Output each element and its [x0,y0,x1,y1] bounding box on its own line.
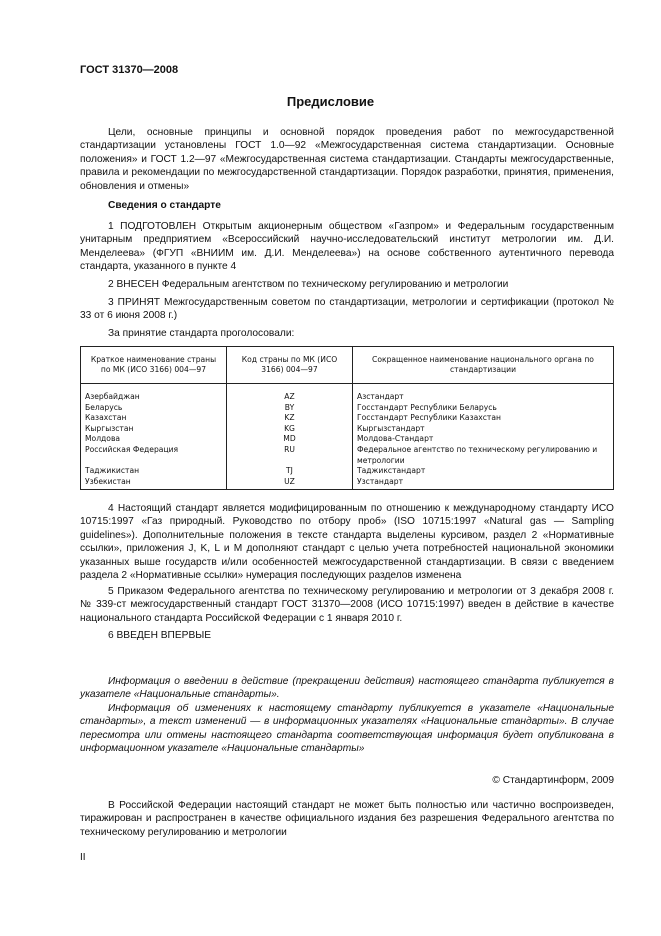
item-3-block [80,296,614,323]
table-row [81,403,614,414]
table-header-row [81,347,614,384]
body-cell: Кыргызстандарт [353,424,614,435]
country-cell: Кыргызстан [81,424,227,435]
code-cell: MD [227,434,353,445]
country-cell: Азербайджан [81,384,227,403]
country-cell: Молдова [81,434,227,445]
table-row [81,413,614,424]
code-cell: KZ [227,413,353,424]
item-1-paragraph: 1 ПОДГОТОВЛЕН Открытым акционерным обществом «Газпром» и Федеральным государственным унитарным предприятием «Всероссийский научно-исследовательский институт метрологии им. Д.И. Менделеева» (ФГУП «ВНИИМ им. Д.И. Менделеева») на основе собственного аутентичного перевода стандарта, указанного в пункте 4 [80,221,614,273]
table-row [81,384,614,403]
page-number: II [80,852,86,863]
voting-table [80,346,614,490]
code-cell: TJ [227,466,353,477]
item-5-block [80,585,614,625]
page-title: Предисловие [286,94,375,109]
item-5-paragraph: 5 Приказом Федерального агентства по техническому регулированию и метрологии от 3 декабря 2008 г. № 339-ст межгосударственный стандарт ГОСТ 31370—2008 (ИСО 10715:1997) введен в действие в качестве национального стандарта Российской Федерации с 1 января 2010 г. [80,586,614,624]
column-header-country: Краткое наименование страны по МК (ИСО 3166) 004—97 [81,347,227,384]
info-paragraph-1: Информация о введении в действие (прекращении действия) настоящего стандарта публикуется в указателе «Национальные стандарты». [80,676,614,701]
table-row [81,445,614,466]
table-row [81,477,614,490]
vote-intro-block [80,327,614,340]
code-cell: UZ [227,477,353,490]
rights-block [80,799,614,839]
info-block [80,675,614,755]
body-cell: Госстандарт Республики Беларусь [353,403,614,414]
item-3-paragraph: 3 ПРИНЯТ Межгосударственным советом по стандартизации, метрологии и сертификации (протокол № 33 от 6 июня 2008 г.) [80,297,614,322]
code-cell: RU [227,445,353,466]
table-row [81,466,614,477]
country-cell: Узбекистан [81,477,227,490]
body-cell: Молдова-Стандарт [353,434,614,445]
document-id: ГОСТ 31370—2008 [80,64,179,76]
intro-block [80,126,614,193]
vote-intro: За принятие стандарта проголосовали: [108,328,295,339]
table-row [81,434,614,445]
item-6-block [80,629,614,642]
country-cell: Таджикистан [81,466,227,477]
body-cell: Федеральное агентство по техническому регулированию и метрологии [353,445,614,466]
info-paragraph-2: Информация об изменениях к настоящему стандарту публикуется в указателе «Национальные стандарты», а текст изменений — в информационных указателях «Национальные стандарты». В случае пересмотра или отмены настоящего стандарта соответствующая информация будет опубликована в информационном указателе «Национальные стандарты» [80,702,614,755]
body-cell: Госстандарт Республики Казахстан [353,413,614,424]
section-subtitle: Сведения о стандарте [108,200,221,211]
country-cell: Российская Федерация [81,445,227,466]
country-cell: Казахстан [81,413,227,424]
code-cell: AZ [227,384,353,403]
rights-paragraph: В Российской Федерации настоящий стандарт не может быть полностью или частично воспроизведен, тиражирован и распространен в качестве официального издания без разрешения Федерального агентства по техническому регулированию и метрологии [80,800,614,838]
table-row [81,424,614,435]
code-cell: BY [227,403,353,414]
column-header-body: Сокращенное наименование национального органа по стандартизации [353,347,614,384]
item-6-paragraph: 6 ВВЕДЕН ВПЕРВЫЕ [108,630,212,641]
item-2-paragraph: 2 ВНЕСЕН Федеральным агентством по техническому регулированию и метрологии [108,279,509,290]
item-1-block [80,220,614,274]
item-2-block [80,278,614,291]
intro-paragraph: Цели, основные принципы и основной порядок проведения работ по межгосударственной стандартизации установлены ГОСТ 1.0—92 «Межгосударственная система стандартизации. Основные положения» и ГОСТ 1.2—97 «Межгосударственная система стандартизации. Стандарты межгосударственные, правила и рекомендации по межгосударственной стандартизации. Порядок разработки, принятия, применения, обновления и отмены» [80,127,614,192]
body-cell: Азстандарт [353,384,614,403]
item-4-block [80,502,614,582]
code-cell: KG [227,424,353,435]
body-cell: Узстандарт [353,477,614,490]
country-cell: Беларусь [81,403,227,414]
body-cell: Таджикстандарт [353,466,614,477]
copyright-line: © Стандартинформ, 2009 [492,775,614,786]
column-header-code: Код страны по МК (ИСО 3166) 004—97 [227,347,353,384]
item-4-paragraph: 4 Настоящий стандарт является модифицированным по отношению к международному стандарту ИСО 10715:1997 «Газ природный. Руководство по отбору проб» (ISO 10715:1997 «Natural gas — Sampling guidelines»). Дополнительные положения в тексте стандарта выделены курсивом, раздел 2 «Нормативные ссылки», приложения J, K, L и M дополняют стандарт с целью учета потребностей национальной экономики указанных выше государств и/или особенностей межгосударственной стандартизации. В связи с введением раздела 2 «Нормативные ссылки» нумерация последующих разделов изменена [80,503,614,582]
